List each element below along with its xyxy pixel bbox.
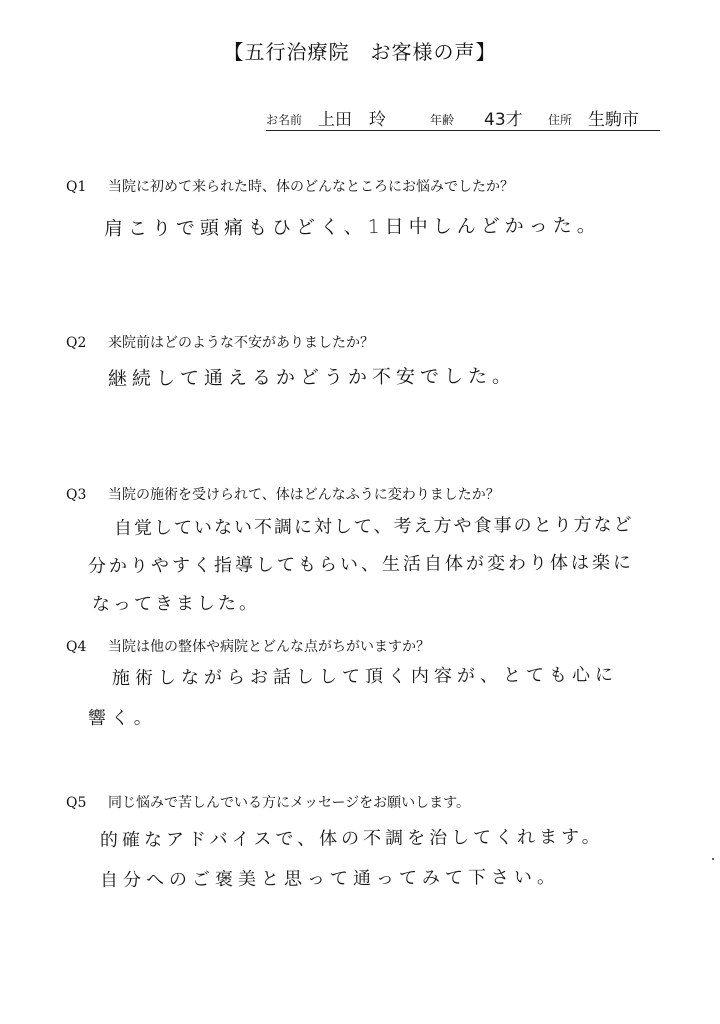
question-text: 当院に初めて来られた時、体のどんなところにお悩みでしたか？	[108, 179, 514, 195]
question-2	[66, 332, 374, 352]
answer-1-line-1: 肩こりで頭痛もひどく、1日中しんどかった。	[103, 214, 601, 240]
answer-3-line-1: 自覚していない不調に対して、考え方や食事のとり方など	[113, 514, 634, 539]
scan-speck	[712, 858, 714, 860]
answer-5-line-1: 的確なアドバイスで、体の不調を治してくれます。	[99, 826, 604, 851]
answer-3-line-3: なってきました。	[91, 592, 261, 615]
answer-5-line-2: 自分へのご褒美と思って通ってみて下さい。	[99, 866, 561, 891]
question-5	[66, 792, 470, 812]
age-label: 年齢	[430, 113, 455, 127]
question-text: 当院の施術を受けられて、体はどんなふうに変わりましたか？	[108, 487, 500, 503]
answer-4-line-2: 響く。	[87, 707, 157, 729]
question-text: 当院は他の整体や病院とどんな点がちがいますか？	[108, 639, 430, 655]
customer-age: 43才	[484, 110, 523, 130]
customer-info-row	[266, 104, 660, 131]
question-3	[66, 484, 500, 504]
customer-name: 上田 玲	[318, 110, 386, 130]
address-label: 住所	[548, 113, 573, 127]
customer-address: 生駒市	[588, 110, 639, 130]
question-1	[66, 176, 514, 196]
answer-4-line-1: 施術しながらお話しして頂く内容が、とても心に	[111, 664, 619, 689]
question-4	[66, 636, 430, 656]
question-number: Q3	[66, 487, 87, 503]
page-title: 【五行治療院 お客様の声】	[223, 40, 497, 64]
question-text: 来院前はどのような不安がありましたか？	[108, 335, 374, 351]
question-text: 同じ悩みで苦しんでいる方にメッセージをお願いします。	[108, 795, 471, 811]
question-number: Q1	[66, 179, 87, 195]
question-number: Q4	[66, 639, 87, 655]
question-number: Q2	[66, 335, 87, 351]
question-number: Q5	[66, 795, 87, 811]
name-label: お名前	[266, 113, 303, 127]
answer-2-line-1: 継続して通えるかどうか不安でした。	[107, 365, 517, 390]
answer-3-line-2: 分かりやすく指導してもらい、生活自体が変わり体は楽に	[87, 552, 635, 577]
